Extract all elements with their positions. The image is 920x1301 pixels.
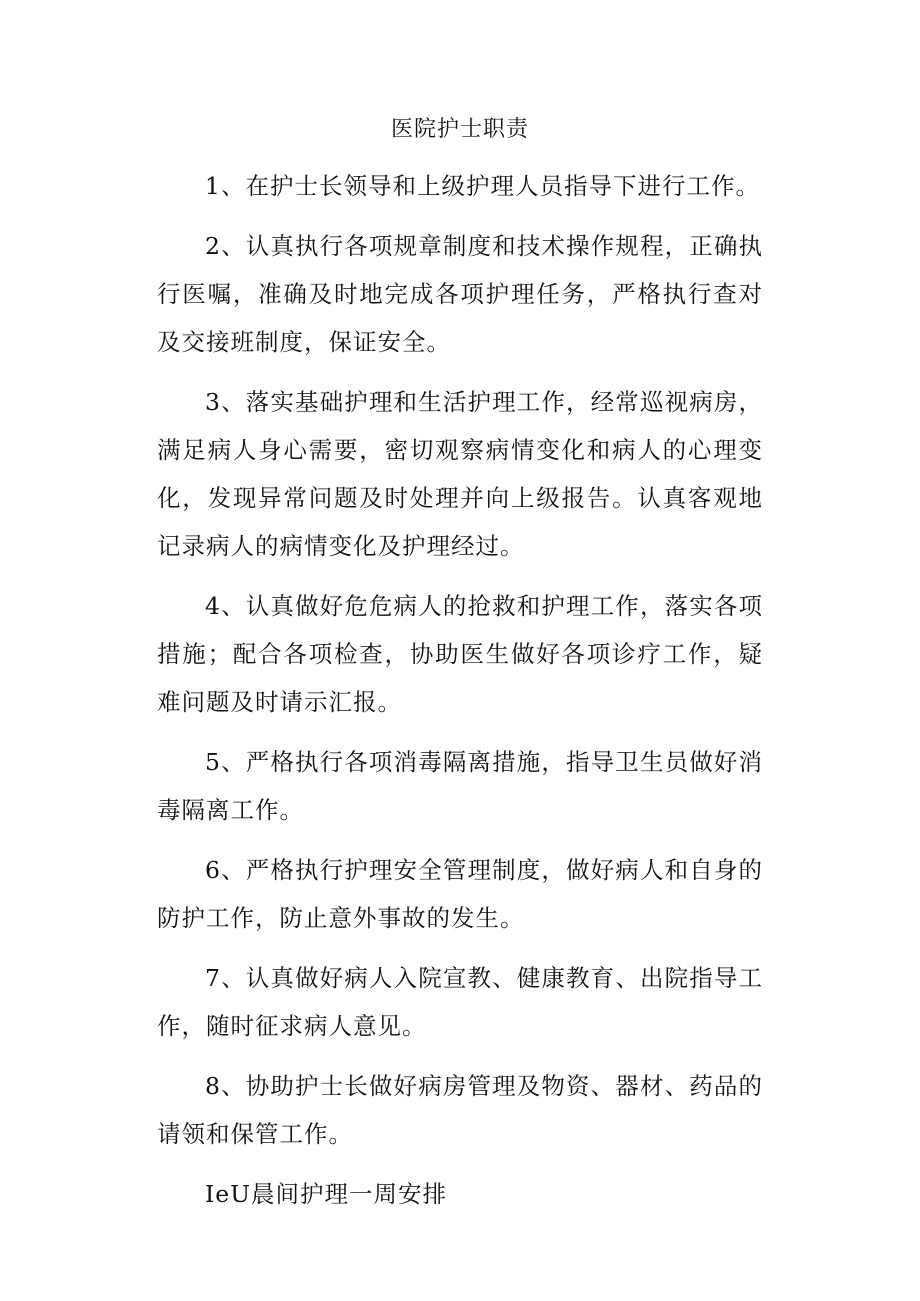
paragraph-4: 4、认真做好危危病人的抢救和护理工作，落实各项措施；配合各项检查，协助医生做好各项诊疗工作，疑难问题及时请示汇报。 (157, 592, 763, 716)
paragraph-2: 2、认真执行各项规章制度和技术操作规程，正确执行医嘱，准确及时地完成各项护理任务，严格执行查对及交接班制度，保证安全。 (157, 232, 763, 356)
section-heading: IeU晨间护理一周安排 (205, 1180, 447, 1208)
paragraph-1: 1、在护士长领导和上级护理人员指导下进行工作。 (205, 172, 760, 200)
paragraph-5: 5、严格执行各项消毒隔离措施，指导卫生员做好消毒隔离工作。 (157, 748, 763, 824)
document-title: 医院护士职责 (390, 117, 529, 142)
paragraph-6: 6、严格执行护理安全管理制度，做好病人和自身的防护工作，防止意外事故的发生。 (157, 856, 763, 932)
paragraph-7: 7、认真做好病人入院宣教、健康教育、出院指导工作，随时征求病人意见。 (157, 964, 763, 1040)
paragraph-8: 8、协助护士长做好病房管理及物资、器材、药品的请领和保管工作。 (157, 1072, 763, 1148)
paragraph-3: 3、落实基础护理和生活护理工作，经常巡视病房，满足病人身心需要，密切观察病情变化和病人的心理变化，发现异常问题及时处理并向上级报告。认真客观地记录病人的病情变化及护理经过。 (157, 388, 763, 560)
document-body (157, 162, 763, 1218)
